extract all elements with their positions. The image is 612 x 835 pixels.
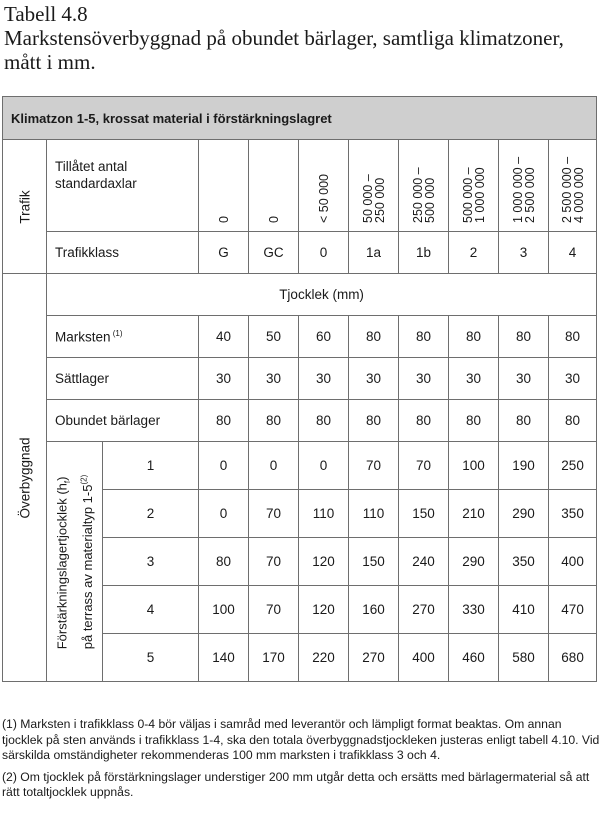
materialtyp: 1 [103,442,199,490]
table-cell: 50 [249,316,299,358]
axlar-value: 500 000 – 1 000 000 [449,140,499,232]
axlar-value: 50 000 – 250 000 [349,140,399,232]
trafikklass-value: GC [249,232,299,274]
forstarkning-label: Förstärkningslagertjocklek $(h_f)$ på terrass av materialtyp 1-5$^{(2)}$ [47,442,103,682]
table-cell: 80 [349,400,399,442]
table-cell: 30 [249,358,299,400]
axlar-value: 0 [199,140,249,232]
table-cell: 110 [349,490,399,538]
trafikklass-value: 3 [499,232,549,274]
table-cell: 30 [499,358,549,400]
section-trafik: Trafik [3,140,47,274]
table-cell: 40 [199,316,249,358]
trafikklass-value: 2 [449,232,499,274]
table-cell: 580 [499,634,549,682]
table-cell: 470 [549,586,597,634]
layer-label: Sättlager [47,358,199,400]
table-cell: 70 [249,538,299,586]
table-cell: 60 [299,316,349,358]
table-cell: 290 [499,490,549,538]
table-cell: 110 [299,490,349,538]
table-cell: 100 [199,586,249,634]
section-overbyggnad: Överbyggnad [3,274,47,682]
table-cell: 170 [249,634,299,682]
table-cell: 350 [549,490,597,538]
table-cell: 70 [399,442,449,490]
trafikklass-value: G [199,232,249,274]
table-cell: 80 [499,400,549,442]
table-cell: 0 [249,442,299,490]
table-cell: 30 [199,358,249,400]
table-cell: 30 [549,358,597,400]
layer-label: Obundet bärlager [47,400,199,442]
table-cell: 80 [549,400,597,442]
axlar-value: 0 [249,140,299,232]
layer-label: Marksten $^{(1)}$ [47,316,199,358]
materialtyp: 4 [103,586,199,634]
table-cell: 30 [299,358,349,400]
table-cell: 70 [249,586,299,634]
table-cell: 70 [249,490,299,538]
title-line-1: Tabell 4.8 [4,2,88,26]
table-cell: 190 [499,442,549,490]
table-cell: 400 [549,538,597,586]
table-cell: 150 [349,538,399,586]
footnote-1: (1) Marksten i trafikklass 0-4 bör väljas i samråd med leverantör och lämpligt format beaktas. Om annan tjocklek på sten används i trafikklass 1-4, ska den totala överbyggnadstjockleken justeras enligt tabell 4.10. Vid särskilda omständigheter rekommenderas 100 mm marksten i trafikklass 3 och 4. [2,717,600,762]
table-cell: 210 [449,490,499,538]
table-cell: 80 [249,400,299,442]
table-cell: 350 [499,538,549,586]
table-cell: 30 [399,358,449,400]
table-cell: 460 [449,634,499,682]
table-header: Klimatzon 1-5, krossat material i förstärkningslagret [3,97,597,140]
table-cell: 680 [549,634,597,682]
table-cell: 80 [199,538,249,586]
table-cell: 30 [449,358,499,400]
table-cell: 240 [399,538,449,586]
table-cell: 80 [499,316,549,358]
title-line-2: Markstensöverbyggnad på obundet bärlager, samtliga klimatzoner, [4,26,564,50]
footnotes [2,717,602,807]
table-cell: 270 [399,586,449,634]
table-cell: 80 [449,316,499,358]
table-cell: 80 [449,400,499,442]
table-cell: 80 [349,316,399,358]
dimension-table [2,96,596,682]
table-cell: 290 [449,538,499,586]
trafikklass-value: 1a [349,232,399,274]
table-cell: 410 [499,586,549,634]
trafikklass-label: Trafikklass [47,232,199,274]
table-cell: 80 [399,316,449,358]
trafikklass-value: 1b [399,232,449,274]
table-cell: 80 [199,400,249,442]
table-cell: 400 [399,634,449,682]
title-line-3: mått i mm. [4,50,96,74]
table-cell: 120 [299,586,349,634]
table-cell: 80 [299,400,349,442]
materialtyp: 5 [103,634,199,682]
tjocklek-label: Tjocklek (mm) [47,274,597,316]
axlar-value: 250 000 – 500 000 [399,140,449,232]
axlar-label: Tillåtet antal standardaxlar [47,140,199,232]
table-cell: 220 [299,634,349,682]
table-cell: 250 [549,442,597,490]
table-cell: 0 [199,442,249,490]
table-cell: 30 [349,358,399,400]
table-cell: 70 [349,442,399,490]
table-cell: 0 [299,442,349,490]
materialtyp: 3 [103,538,199,586]
table-cell: 100 [449,442,499,490]
table-cell: 80 [399,400,449,442]
table-cell: 120 [299,538,349,586]
footnote-2: (2) Om tjocklek på förstärkningslager understiger 200 mm utgår detta och ersätts med bärlagermaterial så att rätt totaltjocklek uppnås. [2,769,590,799]
axlar-value: < 50 000 [299,140,349,232]
trafikklass-value: 0 [299,232,349,274]
table-cell: 150 [399,490,449,538]
axlar-value: 2 500 000 – 4 000 000 [549,140,597,232]
table-cell: 0 [199,490,249,538]
table-cell: 140 [199,634,249,682]
trafikklass-value: 4 [549,232,597,274]
table-cell: 270 [349,634,399,682]
axlar-value: 1 000 000 – 2 500 000 [499,140,549,232]
table-cell: 80 [549,316,597,358]
table-cell: 160 [349,586,399,634]
table-title [4,2,608,74]
table-cell: 330 [449,586,499,634]
materialtyp: 2 [103,490,199,538]
